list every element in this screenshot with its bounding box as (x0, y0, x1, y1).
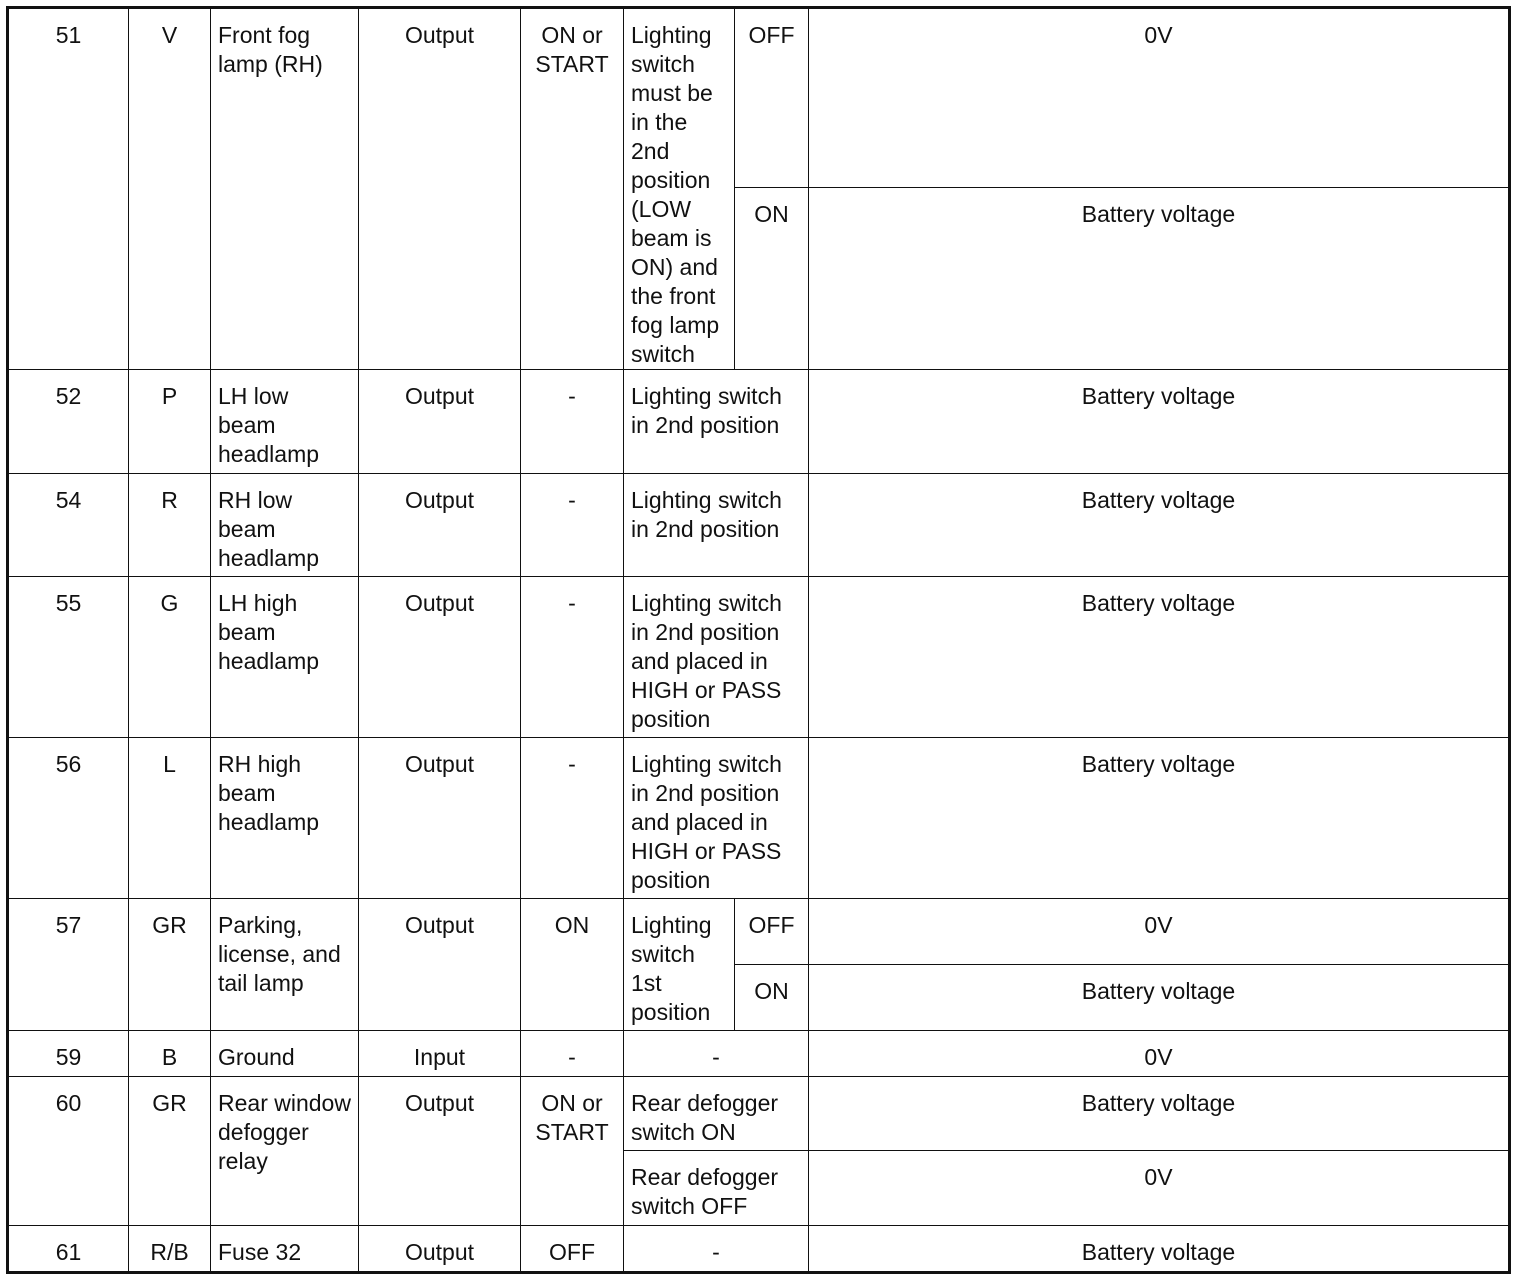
item-cell: Rear window defogger relay (211, 1077, 359, 1226)
terminal-number-cell: 52 (8, 370, 129, 474)
condition-cell: Lighting switch in 2nd position (624, 474, 809, 577)
ignition-cell: - (521, 577, 624, 738)
value-cell: Battery voltage (809, 474, 1510, 577)
value-cell: Battery voltage (809, 577, 1510, 738)
ignition-cell: ON or START (521, 8, 624, 370)
item-cell: Front fog lamp (RH) (211, 8, 359, 370)
state-cell: OFF (735, 8, 809, 188)
wire-color-cell: R/B (129, 1226, 211, 1273)
terminal-number-cell: 56 (8, 738, 129, 899)
wire-color-cell: GR (129, 1077, 211, 1226)
value-cell: 0V (809, 1031, 1510, 1077)
terminal-number-cell: 54 (8, 474, 129, 577)
table-row (8, 1226, 1510, 1273)
ignition-cell: - (521, 1031, 624, 1077)
table-row (8, 1031, 1510, 1077)
signal-cell: Output (359, 1077, 521, 1226)
ignition-cell: - (521, 474, 624, 577)
ignition-cell: - (521, 738, 624, 899)
wire-color-cell: P (129, 370, 211, 474)
signal-cell: Output (359, 1226, 521, 1273)
table-row (8, 370, 1510, 474)
value-cell: Battery voltage (809, 188, 1510, 370)
ignition-cell: OFF (521, 1226, 624, 1273)
wire-color-cell: L (129, 738, 211, 899)
terminal-number-cell: 55 (8, 577, 129, 738)
wire-color-cell: R (129, 474, 211, 577)
wire-color-cell: V (129, 8, 211, 370)
wire-color-cell: B (129, 1031, 211, 1077)
value-cell: Battery voltage (809, 370, 1510, 474)
state-cell: ON (735, 188, 809, 370)
terminal-number-cell: 61 (8, 1226, 129, 1273)
condition-cell: Lighting switch in 2nd position and placed in HIGH or PASS position (624, 577, 809, 738)
table-row (8, 577, 1510, 738)
signal-cell: Output (359, 8, 521, 370)
signal-cell: Output (359, 474, 521, 577)
wire-color-cell: GR (129, 899, 211, 1031)
table-row (8, 899, 1510, 965)
condition-cell: Rear defogger switch ON (624, 1077, 809, 1151)
terminal-number-cell: 60 (8, 1077, 129, 1226)
item-cell: Ground (211, 1031, 359, 1077)
value-cell: Battery voltage (809, 1226, 1510, 1273)
wire-color-cell: G (129, 577, 211, 738)
signal-cell: Output (359, 577, 521, 738)
item-cell: RH low beam headlamp (211, 474, 359, 577)
terminal-number-cell: 59 (8, 1031, 129, 1077)
item-cell: RH high beam headlamp (211, 738, 359, 899)
value-cell: Battery voltage (809, 1077, 1510, 1151)
value-cell: Battery voltage (809, 738, 1510, 899)
table-row (8, 8, 1510, 188)
value-cell: 0V (809, 8, 1510, 188)
condition-cell: Lighting switch in 2nd position and placed in HIGH or PASS position (624, 738, 809, 899)
signal-cell: Output (359, 738, 521, 899)
ignition-cell: ON (521, 899, 624, 1031)
signal-cell: Input (359, 1031, 521, 1077)
value-cell: 0V (809, 1151, 1510, 1226)
condition-cell: - (624, 1226, 809, 1273)
state-cell: OFF (735, 899, 809, 965)
terminal-table (6, 6, 1511, 1274)
state-cell: ON (735, 965, 809, 1031)
ignition-cell: ON or START (521, 1077, 624, 1226)
value-cell: 0V (809, 899, 1510, 965)
condition-cell: Rear defogger switch OFF (624, 1151, 809, 1226)
signal-cell: Output (359, 370, 521, 474)
item-cell: LH high beam headlamp (211, 577, 359, 738)
signal-cell: Output (359, 899, 521, 1031)
table-row (8, 474, 1510, 577)
value-cell: Battery voltage (809, 965, 1510, 1031)
ignition-cell: - (521, 370, 624, 474)
terminal-number-cell: 57 (8, 899, 129, 1031)
condition-cell: - (624, 1031, 809, 1077)
condition-cell: Lighting switch in 2nd position (624, 370, 809, 474)
table-row (8, 738, 1510, 899)
condition-cell: Lighting switch 1st position (624, 899, 735, 1031)
terminal-number-cell: 51 (8, 8, 129, 370)
item-cell: LH low beam headlamp (211, 370, 359, 474)
item-cell: Parking, license, and tail lamp (211, 899, 359, 1031)
table-row (8, 1077, 1510, 1151)
condition-cell: Lighting switch must be in the 2nd position (LOW beam is ON) and the front fog lamp switch (624, 8, 735, 370)
item-cell: Fuse 32 (211, 1226, 359, 1273)
